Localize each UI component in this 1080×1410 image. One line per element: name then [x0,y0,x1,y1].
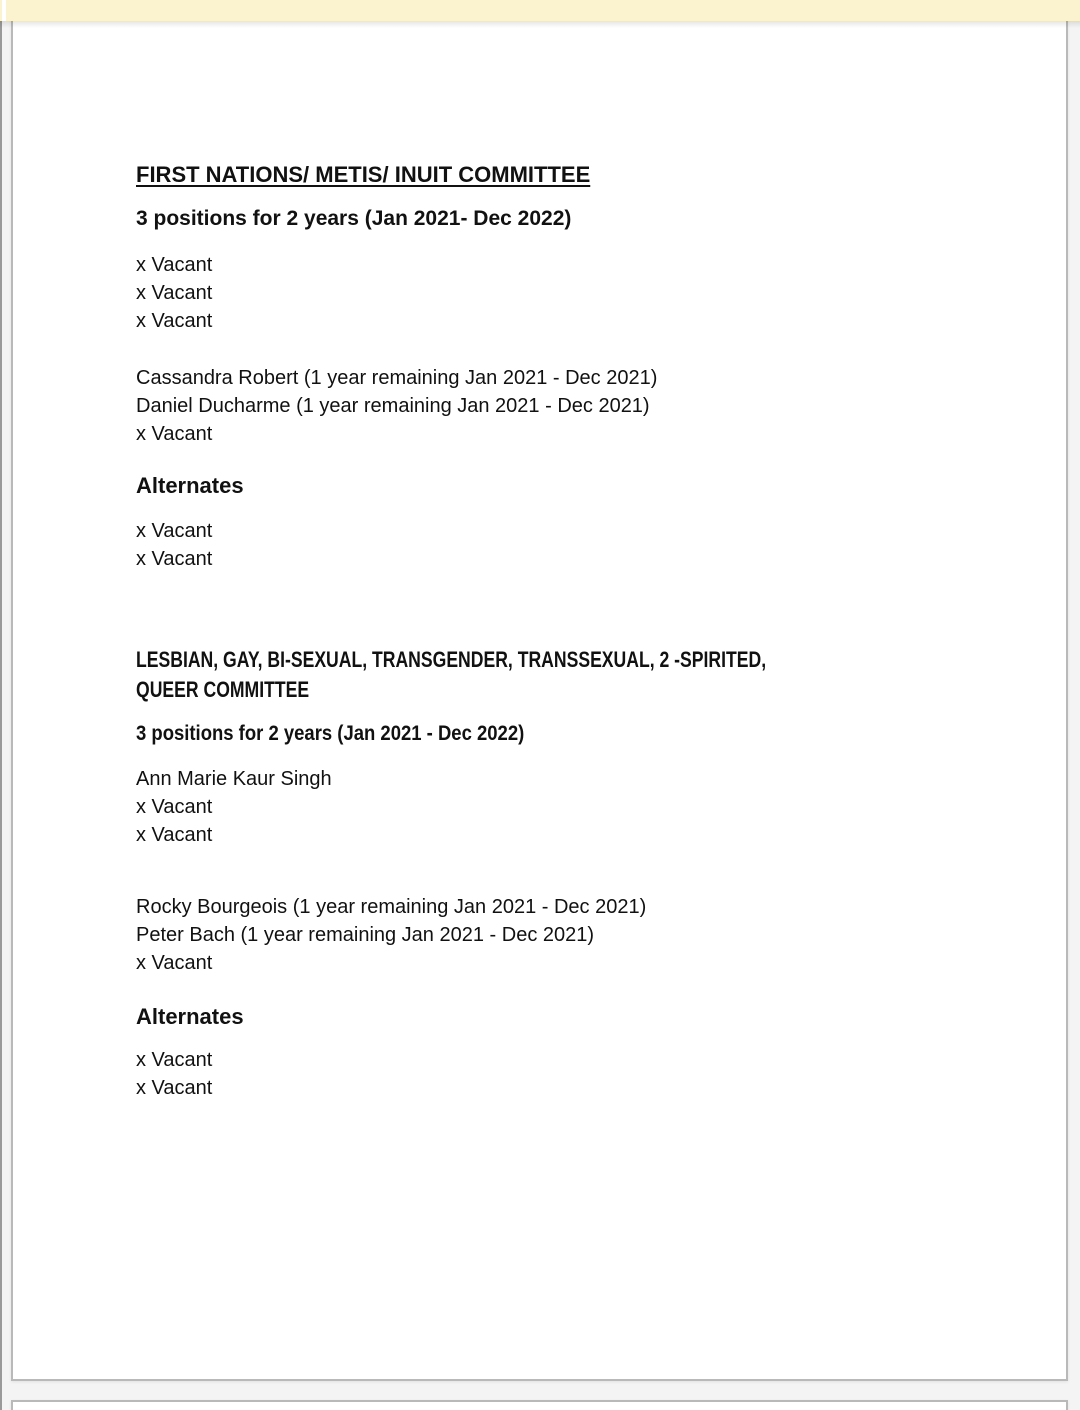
member-line: Peter Bach (1 year remaining Jan 2021 - Dec 2021) [136,924,595,946]
term-line: 3 positions for 2 years (Jan 2021- Dec 2022) [136,207,572,230]
member-line: Rocky Bourgeois (1 year remaining Jan 2021 - Dec 2021) [136,896,647,918]
vacancy-line: x Vacant [136,254,213,276]
committee-heading-lgbtq [136,645,1006,705]
vacancy-line: x Vacant [136,520,213,542]
alternates-heading: Alternates [136,473,244,498]
toolbar-band-notch [2,0,6,21]
member-line: Daniel Ducharme (1 year remaining Jan 2021 - Dec 2021) [136,395,650,417]
vacancy-line: x Vacant [136,796,213,818]
committee-heading-first-nations: FIRST NATIONS/ METIS/ INUIT COMMITTEE [136,162,591,187]
vacancy-line: x Vacant [136,824,213,846]
next-document-page [11,1400,1068,1410]
alternates-list [136,1046,1006,1102]
vacancy-line: x Vacant [136,310,213,332]
toolbar-bottom-band [0,0,1080,21]
vacancy-line: x Vacant [136,282,213,304]
alternates-list [136,517,1006,573]
open-positions-list [136,251,1006,335]
member-line: Ann Marie Kaur Singh [136,768,332,790]
document-content [13,0,1066,1102]
heading-line-2: QUEER COMMITTEE [136,677,310,702]
vacancy-line: x Vacant [136,952,213,974]
vacancy-line: x Vacant [136,1077,213,1099]
member-line: Cassandra Robert (1 year remaining Jan 2021 - Dec 2021) [136,367,658,389]
toolbar-shadow [0,21,1080,28]
document-page [11,0,1068,1381]
window-edge-line [0,0,2,1410]
term-line: 3 positions for 2 years (Jan 2021 - Dec 2022) [136,722,525,745]
vacancy-line: x Vacant [136,1049,213,1071]
heading-line-1: LESBIAN, GAY, BI-SEXUAL, TRANSGENDER, TRANSSEXUAL, 2 -SPIRITED, [136,647,767,672]
alternates-heading: Alternates [136,1004,244,1029]
continuing-members-list [136,893,1006,977]
vacancy-line: x Vacant [136,548,213,570]
elected-members-list [136,765,1006,849]
continuing-members-list [136,364,1006,448]
vacancy-line: x Vacant [136,423,213,445]
